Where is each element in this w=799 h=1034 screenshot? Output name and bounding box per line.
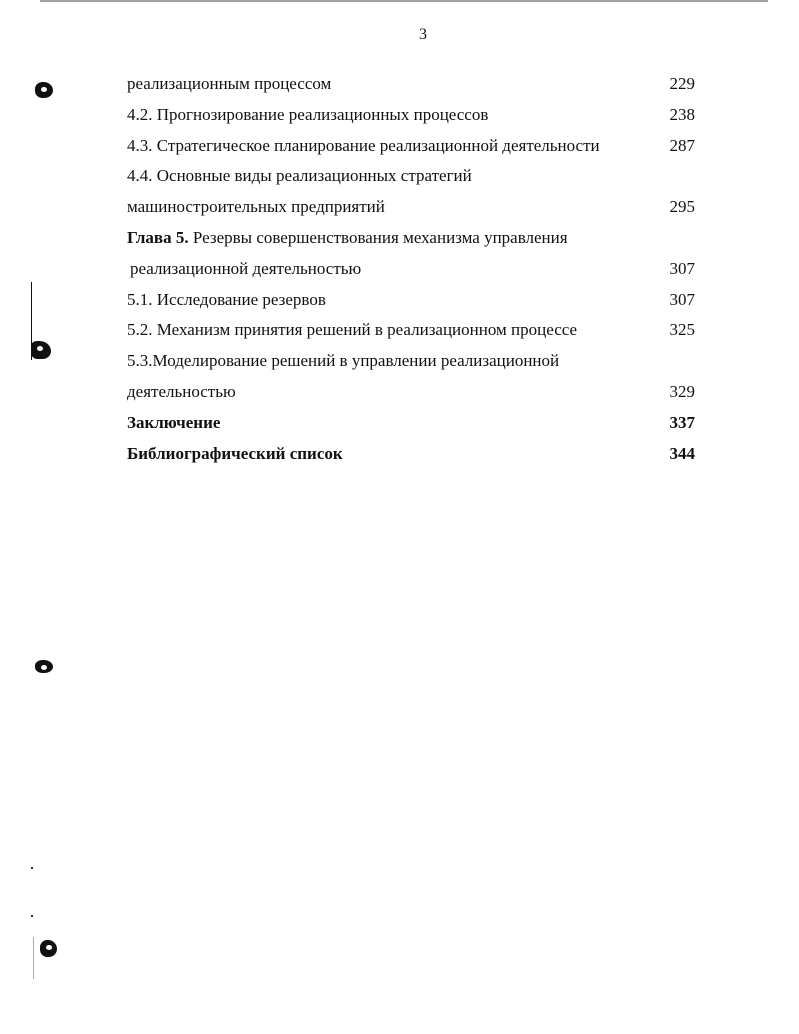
toc-row: [127, 254, 702, 285]
toc-entry-text: 4.4. Основные виды реализационных стратегий: [127, 166, 472, 186]
toc-row: [127, 439, 702, 470]
toc-entry-text: [127, 223, 655, 254]
toc-entry-text: машиностроительных предприятий: [127, 197, 385, 217]
scan-speck: [31, 867, 33, 869]
toc-row: [127, 161, 702, 192]
toc-page-number: 287: [669, 135, 695, 155]
binding-hole-mark: [40, 940, 57, 957]
toc-row: [127, 315, 702, 346]
toc-entry-text: Заключение: [127, 412, 221, 432]
toc-entry-text: 5.1. Исследование резервов: [127, 289, 326, 309]
toc-entry-text: 5.3.Моделирование решений в управлении реализационной: [127, 351, 560, 371]
toc-row: [127, 285, 702, 316]
table-of-contents: [127, 69, 702, 469]
toc-page-number: 344: [669, 443, 695, 463]
scan-speck: [31, 915, 33, 917]
toc-entry-text: реализационной деятельностью: [130, 258, 362, 278]
toc-row: [127, 100, 702, 131]
toc-page-number: 329: [669, 381, 695, 401]
toc-page-number: 229: [669, 74, 695, 93]
chapter-title: Резервы совершенствования механизма управления: [188, 227, 568, 247]
toc-page-number: 307: [669, 289, 695, 309]
binding-hole-mark: [35, 82, 53, 98]
toc-row: [127, 377, 702, 408]
toc-entry-text: реализационным процессом: [127, 74, 332, 93]
toc-entry-text: 4.2. Прогнозирование реализационных процессов: [127, 104, 489, 124]
toc-entry-text: деятельностью: [127, 381, 236, 401]
toc-row: [127, 346, 702, 377]
toc-entry-text: 4.3. Стратегическое планирование реализационной деятельности: [127, 135, 600, 155]
page-number: 3: [419, 26, 427, 43]
binding-clip-mark: [31, 341, 51, 359]
toc-page-number: 337: [669, 412, 695, 432]
chapter-label: Глава 5.: [127, 227, 189, 247]
toc-row: [127, 408, 702, 439]
toc-page-number: 325: [669, 320, 695, 340]
toc-page-number: 295: [669, 197, 695, 217]
toc-row: [127, 192, 702, 223]
toc-entry-text: Библиографический список: [127, 443, 343, 463]
binding-line-mark: [33, 937, 34, 979]
toc-row: [127, 131, 702, 162]
toc-entry-text: 5.2. Механизм принятия решений в реализационном процессе: [127, 320, 578, 340]
toc-page-number: 238: [669, 104, 695, 124]
toc-row: [127, 223, 702, 254]
binding-hole-mark: [35, 660, 53, 673]
toc-row: [127, 69, 702, 100]
toc-page-number: 307: [669, 258, 695, 278]
top-scan-rule: [40, 0, 768, 2]
